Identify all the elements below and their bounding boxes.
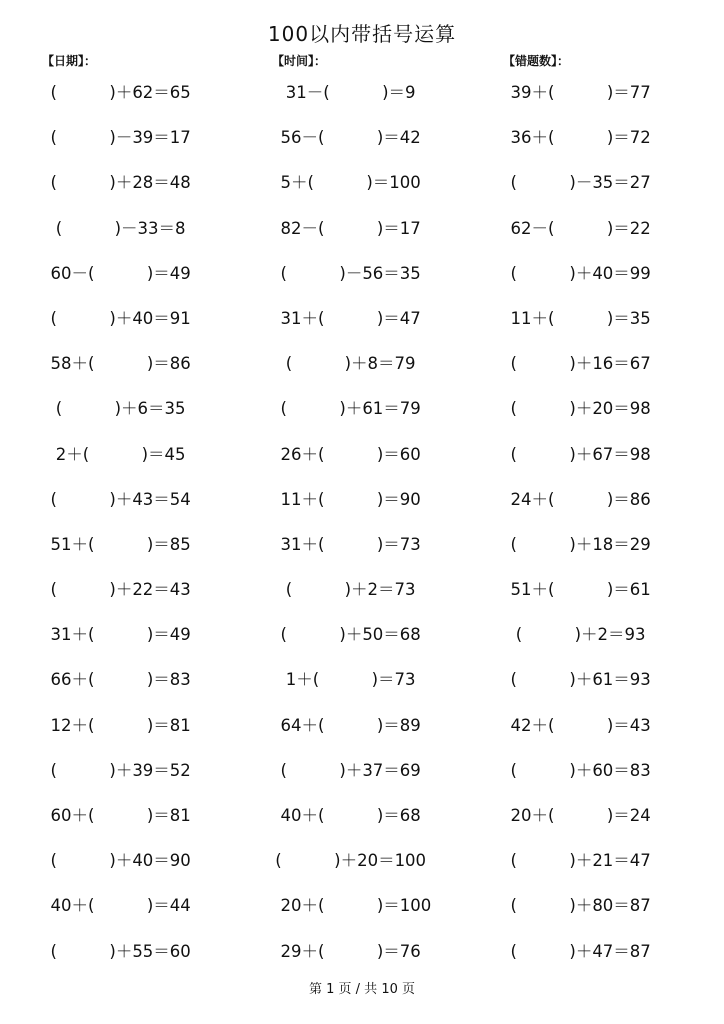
problem-item: 20＋( )＝24: [500, 806, 651, 825]
problem-item: ( )＋55＝60: [40, 941, 191, 961]
problem-item: 31－( )＝9: [270, 83, 416, 102]
problem-item: 51＋( )＝61: [500, 580, 651, 600]
problem-item: ( )＋21＝47: [500, 851, 651, 871]
date-label: 【日期】：: [42, 54, 97, 68]
problem-item: 12＋( )＝81: [40, 715, 191, 735]
problem-item: 56－( )＝42: [270, 128, 421, 148]
problem-item: ( )＋6＝35: [40, 399, 186, 419]
problem-item: 39＋( )＝77: [500, 83, 651, 102]
problem-item: 31＋( )＝47: [270, 308, 421, 328]
problem-item: 60－( )＝49: [40, 263, 191, 283]
problem-item: 1＋( )＝73: [270, 670, 416, 690]
problem-item: ( )－33＝8: [40, 218, 186, 238]
problem-item: 60＋( )＝81: [40, 806, 191, 825]
problem-item: ( )＋43＝54: [40, 489, 191, 509]
problem-column-1: [40, 70, 191, 974]
footer-prefix: 第: [308, 982, 322, 997]
problem-item: ( )＋37＝69: [270, 760, 421, 780]
problem-item: ( )＋40＝91: [40, 308, 191, 328]
problem-item: ( )＋61＝79: [270, 399, 421, 419]
problem-item: ( )＋61＝93: [500, 670, 651, 690]
page-title: 100以内带括号运算: [267, 22, 457, 46]
problem-item: 40＋( )＝68: [270, 806, 421, 825]
problem-item: 29＋( )＝76: [270, 941, 421, 961]
errors-label: 【错题数】：: [503, 54, 570, 68]
problem-item: ( )＋2＝73: [270, 580, 416, 600]
problem-item: ( )＋22＝43: [40, 580, 191, 600]
footer-mid: 页 / 共: [338, 982, 378, 997]
problem-item: 66＋( )＝83: [40, 670, 191, 690]
problem-item: 5＋( )＝100: [270, 173, 421, 193]
problem-item: ( )＋47＝87: [500, 941, 651, 961]
problem-item: ( )＋40＝99: [500, 263, 651, 283]
problem-item: ( )＋62＝65: [40, 83, 191, 102]
problem-item: ( )＋40＝90: [40, 851, 191, 871]
problem-item: 26＋( )＝60: [270, 444, 421, 464]
footer-total-pages: 10: [381, 982, 398, 997]
problem-item: ( )＋39＝52: [40, 760, 191, 780]
problem-item: 40＋( )＝44: [40, 896, 191, 916]
problem-column-2: [270, 70, 431, 974]
problem-item: ( )－39＝17: [40, 128, 191, 148]
problem-item: ( )＋20＝98: [500, 399, 651, 419]
problem-item: ( )－35＝27: [500, 173, 651, 193]
problem-item: 11＋( )＝35: [500, 308, 651, 328]
problem-item: 58＋( )＝86: [40, 354, 191, 374]
problem-item: ( )＋18＝29: [500, 534, 651, 554]
footer-current-page: 1: [326, 982, 335, 997]
time-label: 【时间】：: [272, 54, 327, 68]
problem-item: ( )＋67＝98: [500, 444, 651, 464]
problem-item: 82－( )＝17: [270, 218, 421, 238]
problem-item: 31＋( )＝73: [270, 534, 421, 554]
problem-item: ( )＋80＝87: [500, 896, 651, 916]
problem-item: 24＋( )＝86: [500, 489, 651, 509]
problem-item: 62－( )＝22: [500, 218, 651, 238]
footer-suffix: 页: [402, 982, 416, 997]
problem-item: ( )＋60＝83: [500, 760, 651, 780]
problem-item: 36＋( )＝72: [500, 128, 651, 148]
page-footer: [0, 978, 724, 997]
problem-item: ( )＋20＝100: [270, 851, 427, 871]
problem-item: ( )＋28＝48: [40, 173, 191, 193]
problem-item: 2＋( )＝45: [40, 444, 186, 464]
problem-item: 11＋( )＝90: [270, 489, 421, 509]
problem-item: ( )＋2＝93: [500, 625, 646, 645]
problem-column-3: [500, 70, 651, 974]
problem-item: 31＋( )＝49: [40, 625, 191, 645]
problem-item: ( )＋16＝67: [500, 354, 651, 374]
problem-item: 42＋( )＝43: [500, 715, 651, 735]
problem-item: ( )－56＝35: [270, 263, 421, 283]
problem-item: 51＋( )＝85: [40, 534, 191, 554]
problem-item: 20＋( )＝100: [270, 896, 432, 916]
problem-item: 64＋( )＝89: [270, 715, 421, 735]
problem-item: ( )＋8＝79: [270, 354, 416, 374]
problem-item: ( )＋50＝68: [270, 625, 421, 645]
